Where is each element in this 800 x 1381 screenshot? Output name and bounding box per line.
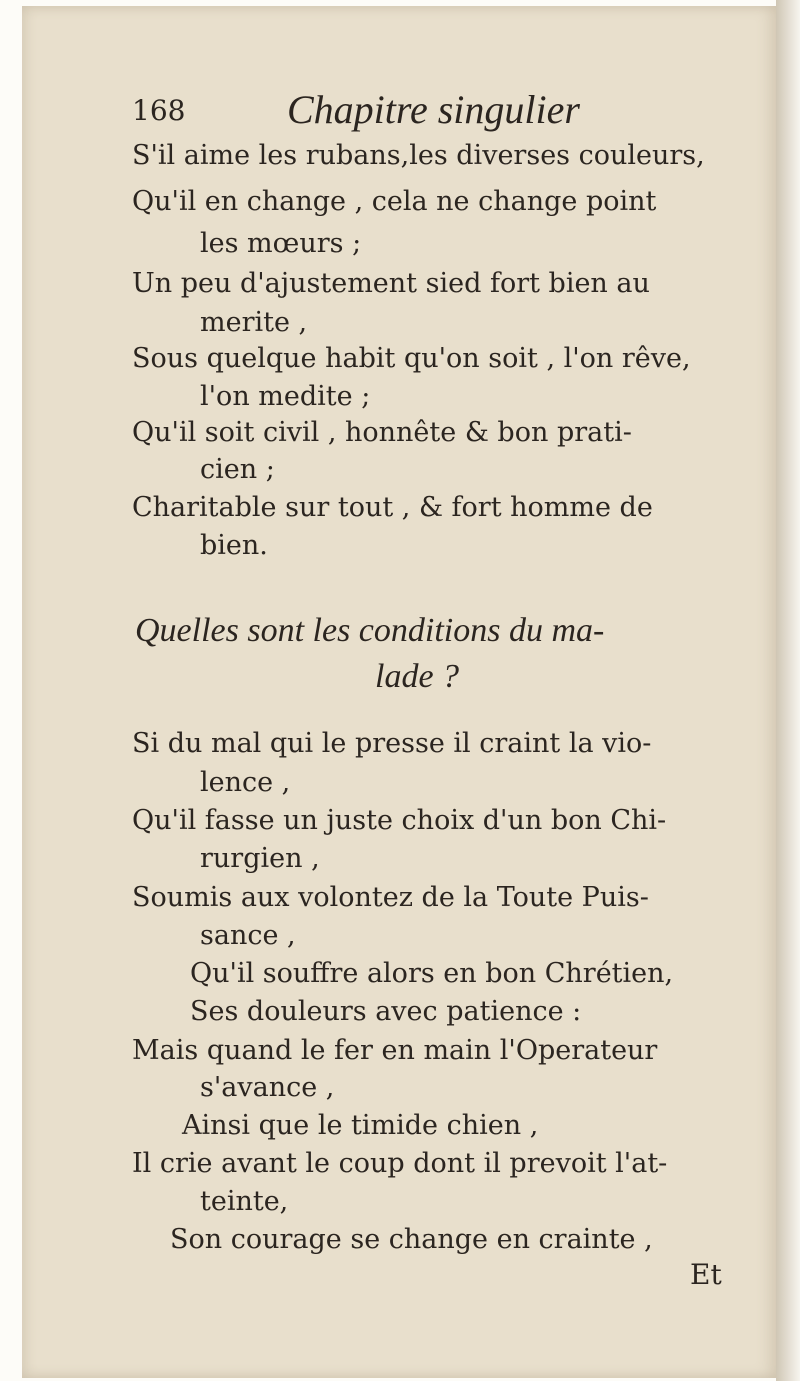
running-head bbox=[132, 82, 732, 130]
verse-line: les mœurs ; bbox=[200, 228, 362, 259]
verse-line: Sous quelque habit qu'on soit , l'on rêve, bbox=[132, 343, 691, 374]
verse-line: Ainsi que le timide chien , bbox=[182, 1110, 539, 1141]
verse-line: sance , bbox=[200, 920, 296, 951]
page-number: 168 bbox=[132, 94, 186, 127]
section-heading-continuation: lade ? bbox=[375, 658, 460, 695]
verse-line: Qu'il fasse un juste choix d'un bon Chi- bbox=[132, 805, 667, 836]
verse-line: s'avance , bbox=[200, 1072, 335, 1103]
verse-line: Mais quand le fer en main l'Operateur bbox=[132, 1035, 658, 1066]
verse-line: Qu'il soit civil , honnête & bon prati- bbox=[132, 417, 632, 448]
verse-line: S'il aime les rubans,les diverses couleurs, bbox=[132, 140, 705, 171]
verse-line: Si du mal qui le presse il craint la vio- bbox=[132, 728, 652, 759]
section-heading: Quelles sont les conditions du ma- bbox=[135, 612, 605, 649]
chapter-title: Chapitre singulier bbox=[287, 87, 580, 132]
verse-line: Il crie avant le coup dont il prevoit l'at- bbox=[132, 1148, 668, 1179]
verse-line: Soumis aux volontez de la Toute Puis- bbox=[132, 882, 649, 913]
verse-line: Qu'il en change , cela ne change point bbox=[132, 186, 657, 217]
verse-line: Qu'il souffre alors en bon Chrétien, bbox=[190, 958, 674, 989]
page-edge bbox=[776, 0, 800, 1381]
verse-line: Son courage se change en crainte , bbox=[170, 1224, 653, 1255]
verse-line: lence , bbox=[200, 767, 291, 798]
verse-line: merite , bbox=[200, 307, 308, 338]
verse-line: cien ; bbox=[200, 454, 275, 485]
verse-line: rurgien , bbox=[200, 843, 320, 874]
verse-line: Charitable sur tout , & fort homme de bbox=[132, 492, 653, 523]
verse-line: teinte, bbox=[200, 1186, 289, 1217]
catchword: Et bbox=[690, 1258, 722, 1291]
verse-line: l'on medite ; bbox=[200, 381, 371, 412]
verse-line: Un peu d'ajustement sied fort bien au bbox=[132, 268, 650, 299]
verse-line: Ses douleurs avec patience : bbox=[190, 996, 582, 1027]
verse-line: bien. bbox=[200, 530, 268, 561]
